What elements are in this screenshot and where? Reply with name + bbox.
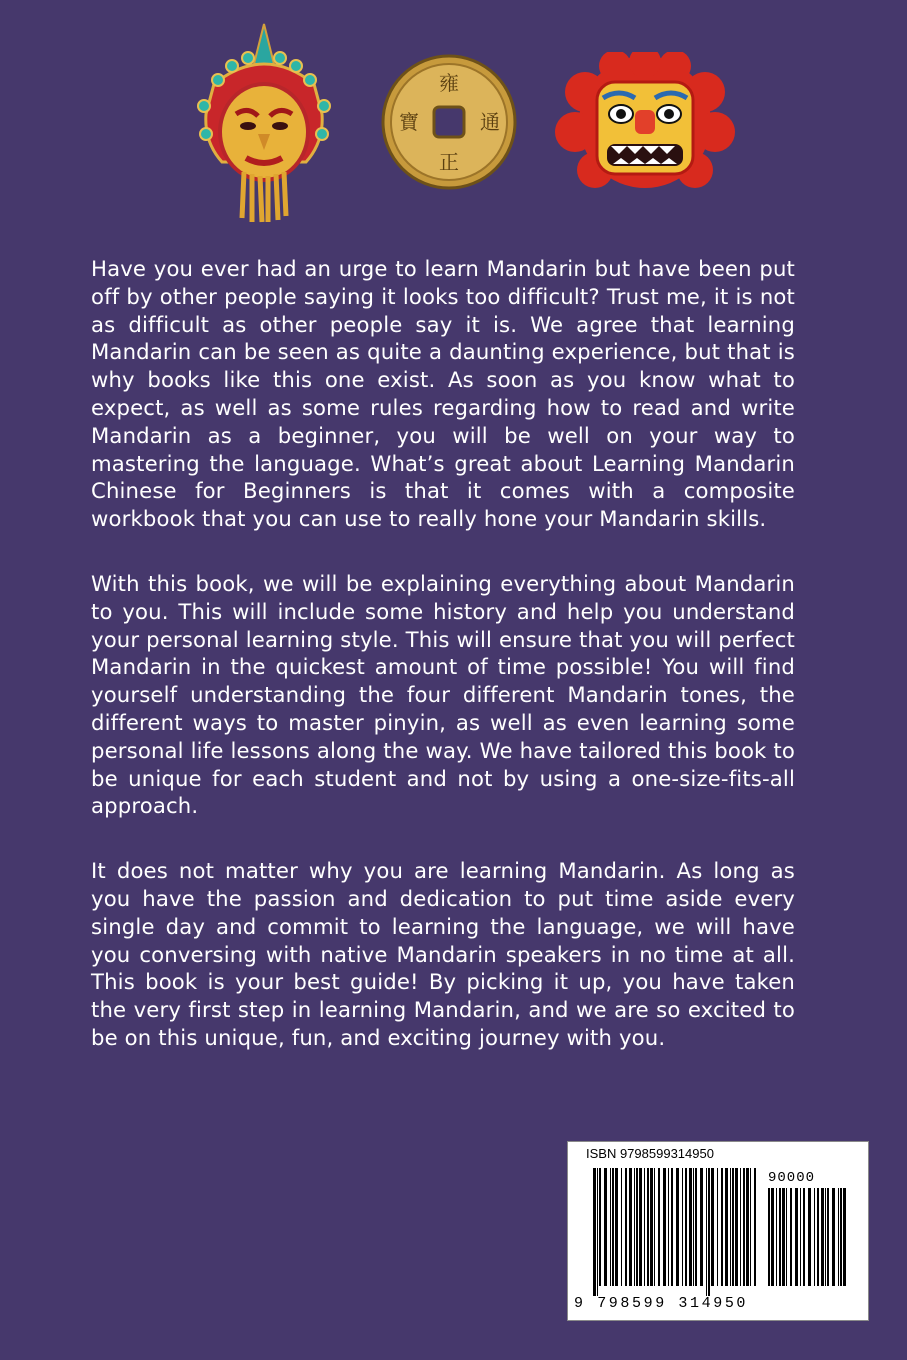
blurb-text — [91, 255, 795, 1089]
isbn-label: ISBN 9798599314950 — [586, 1146, 714, 1161]
lion-dance-head-icon — [555, 52, 735, 192]
paragraph: It does not matter why you are learning Mandarin. As long as you have the passion and dedication to put time aside every single day and commit to learning the language, we will have you conversing with native Mandarin speakers in no time at all. This book is your best guide! By picking it up, you have taken the very first step in learning Mandarin, and we are so excited to be on this unique, fun, and exciting journey with you. — [91, 858, 795, 1050]
coin-char-left: 寶 — [399, 110, 419, 134]
barcode-addon-bars-icon — [768, 1188, 848, 1296]
coin-char-right: 通 — [480, 110, 500, 134]
isbn-barcode — [567, 1141, 869, 1321]
coin-char-top: 雍 — [439, 71, 459, 95]
coin-char-bottom: 正 — [439, 150, 459, 174]
price-code: 90000 — [768, 1170, 816, 1186]
chinese-coin-icon — [380, 53, 518, 191]
opera-mask-icon — [196, 22, 332, 224]
barcode-bars-icon — [593, 1168, 758, 1296]
paragraph: Have you ever had an urge to learn Mandarin but have been put off by other people saying it looks too difficult? Trust me, it is not as difficult as other people say it is. We agree that learning Mandarin can be seen as quite a daunting experience, but that is why books like this one exist. As soon as you know what to expect, as well as some rules regarding how to read and write Mandarin as a beginner, you will be well on your way to mastering the language. What’s great about Learning Mandarin Chinese for Beginners is that it comes with a composite workbook that you can use to really hone your Mandarin skills. — [91, 256, 795, 532]
paragraph: With this book, we will be explaining everything about Mandarin to you. This will include some history and help you understand your personal learning style. This will ensure that you will perfect Mandarin in the quickest amount of time possible! You will find yourself understanding the four different Mandarin tones, the different ways to master pinyin, as well as even learning some personal life lessons along the way. We have tailored this book to be unique for each student and not by using a one-size-fits-all approach. — [91, 570, 795, 819]
ean-digits: 9 798599 314950 — [574, 1295, 749, 1312]
decorative-icons — [0, 0, 907, 240]
